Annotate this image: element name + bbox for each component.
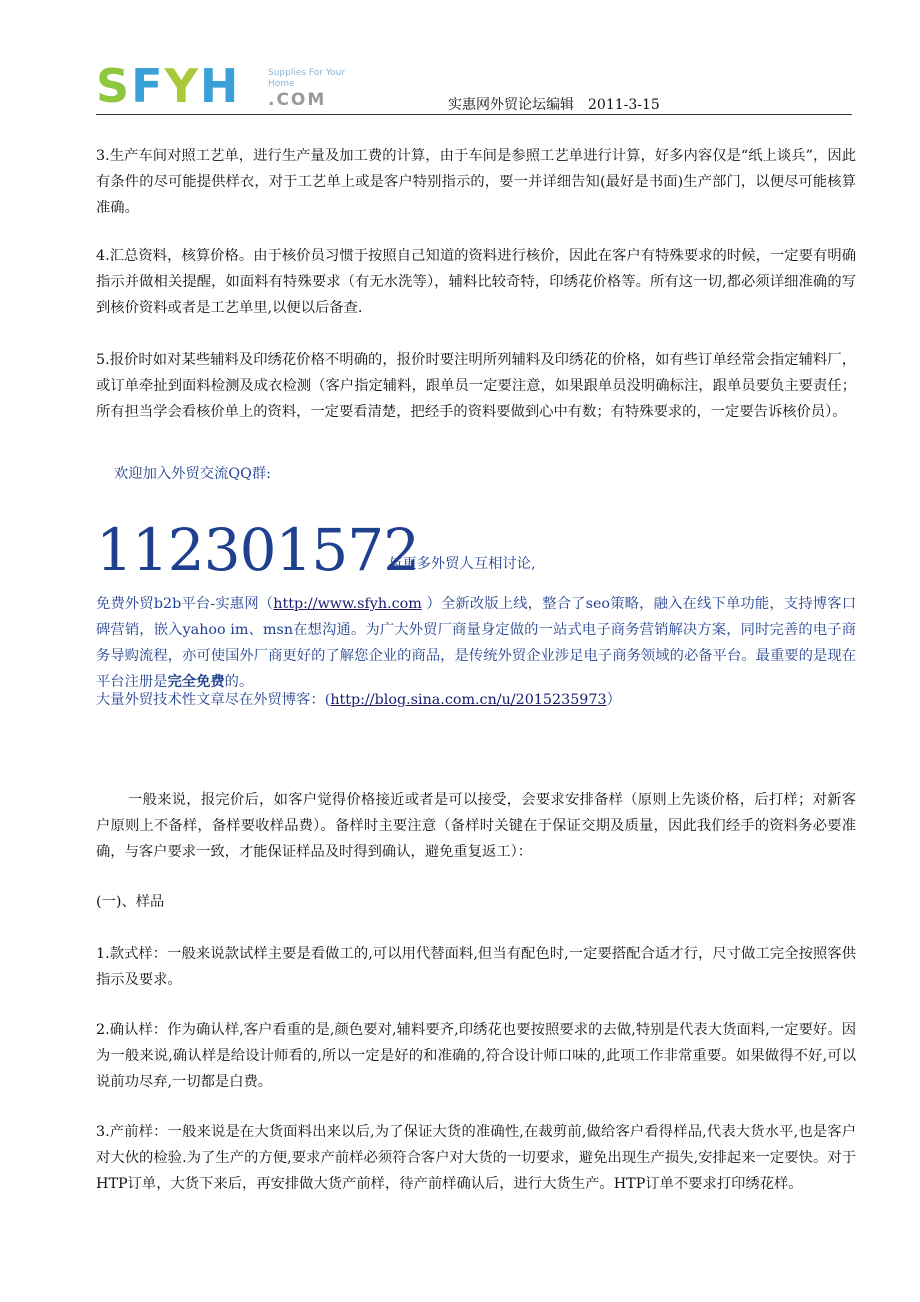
page-header [96,60,852,116]
logo-letters [96,60,240,112]
logo-tagline [268,68,345,90]
logo-letter: S [96,59,132,113]
qq-number: 112301572 [96,516,420,584]
header-date: 2011-3-15 [588,97,660,113]
b2b-promo [96,591,856,695]
blog-promo [96,687,856,713]
logo-tagline-line: Supplies For Your [268,68,346,78]
sample-heading: (一)、样品 [96,894,165,910]
b2b-text-end: 的。 [224,674,254,690]
sample-item-1: 1.款式样：一般来说款试样主要是看做工的,可以用代替面料,但当有配色时,一定要搭配合适才行，尺寸做工完全按照客供指示及要求。 [96,946,856,988]
logo-letter: Y [164,59,200,113]
paragraph-3: 3.生产车间对照工艺单，进行生产量及加工费的计算，由于车间是参照工艺单进行计算，好多内容仅是“纸上谈兵”，因此有条件的尽可能提供样衣，对于工艺单上或是客户特别指示的，要一并详细告知(最好是书面)生产部门，以便尽可能核算准确。 [96,148,856,216]
logo-domain: .COM [268,90,327,110]
qq-tail: 与更多外贸人互相讨论, [388,556,536,572]
logo-letter: H [199,59,241,113]
header-source: 实惠网外贸论坛编辑 [448,97,574,113]
paragraph-5: 5.报价时如对某些辅料及印绣花价格不明确的，报价时要注明所列辅料及印绣花的价格，如有些订单经常会指定辅料厂，或订单牵扯到面料检测及成衣检测（客户指定辅料，跟单员一定要注意，如果跟单员没明确标注，跟单员要负主要责任；所有担当学会看核价单上的资料，一定要看清楚，把经手的资料要做到心中有数；有特殊要求的，一定要告诉核价员）。 [96,352,856,420]
b2b-free-highlight: 完全免费 [167,674,225,690]
paragraph-4: 4.汇总资料，核算价格。由于核价员习惯于按照自己知道的资料进行核价，因此在客户有特殊要求的时候，一定要有明确指示并做相关提醒，如面料有特殊要求（有无水洗等），辅料比较奇特，印绣花价格等。所有这一切,都必须详细准确的写到核价资料或者是工艺单里,以便以后备查. [96,248,856,316]
b2b-text-pre: 免费外贸b2b平台-实惠网（ [96,596,274,612]
blog-link[interactable]: http://blog.sina.com.cn/u/2015235973 [330,692,607,708]
qq-intro: 欢迎加入外贸交流QQ群: [114,466,271,482]
sfyh-link[interactable]: http://www.sfyh.com [273,596,422,612]
blog-text-post: ） [606,692,621,708]
header-meta [448,94,660,114]
sfyh-logo [96,60,356,112]
logo-tagline-line: Home [268,79,295,89]
blog-text-pre: 大量外贸技术性文章尽在外贸博客：( [96,692,331,708]
logo-letter: F [131,59,165,113]
sample-item-2: 2.确认样：作为确认样,客户看重的是,颜色要对,辅料要齐,印绣花也要按照要求的去做,特别是代表大货面料,一定要好。因为一般来说,确认样是给设计师看的,所以一定是好的和准确的,符合设计师口味的,此项工作非常重要。如果做得不好,可以说前功尽弃,一切都是白费。 [96,1022,856,1090]
sample-item-3: 3.产前样：一般来说是在大货面料出来以后,为了保证大货的准确性,在裁剪前,做给客户看得样品,代表大货水平,也是客户对大伙的检验.为了生产的方便,要求产前样必须符合客户对大货的一切要求，避免出现生产损失,安排起来一定要快。对于HTP订单，大货下来后，再安排做大货产前样，待产前样确认后，进行大货生产。HTP订单不要求打印绣花样。 [96,1124,856,1192]
b2b-text-post: ）全新改版上线，整合了seo策略，融入在线下单功能，支持博客口碑营销，嵌入yahoo im、msn在想沟通。为广大外贸厂商量身定做的一站式电子商务营销解决方案，同时完善的电子商务导购流程，亦可使国外厂商更好的了解您企业的商品，是传统外贸企业涉足电子商务领域的必备平台。最重要的是现在平台注册是 [96,596,856,690]
header-divider [96,114,852,115]
sample-intro: 一般来说，报完价后，如客户觉得价格接近或者是可以接受，会要求安排备样（原则上先谈价格，后打样；对新客户原则上不备样，备样要收样品费）。备样时主要注意（备样时关键在于保证交期及质量，因此我们经手的资料务必要准确，与客户要求一致，才能保证样品及时得到确认，避免重复返工）： [96,792,856,860]
